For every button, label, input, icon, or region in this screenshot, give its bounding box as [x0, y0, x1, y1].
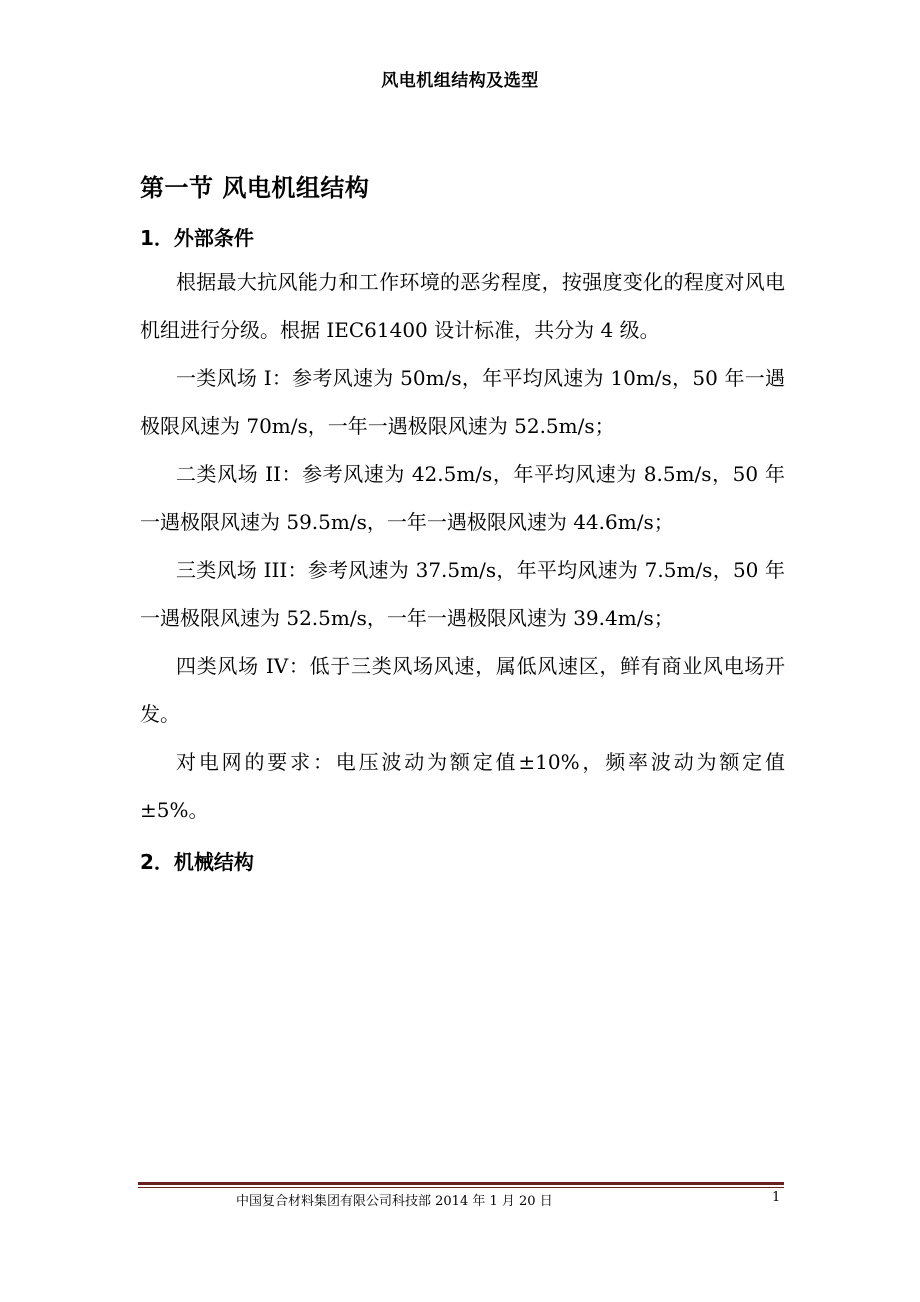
- paragraph-class-i: 一类风场 I：参考风速为 50m/s，年平均风速为 10m/s，50 年一遇极限风速为 70m/s，一年一遇极限风速为 52.5m/s；: [140, 366, 785, 438]
- paragraph-grid-requirements: 对电网的要求：电压波动为额定值±10%，频率波动为额定值±5%。: [140, 750, 785, 822]
- section-title-external-conditions: 1．外部条件: [140, 226, 254, 250]
- paragraph-class-ii: 二类风场 II：参考风速为 42.5m/s，年平均风速为 8.5m/s，50 年一遇极限风速为 59.5m/s，一年一遇极限风速为 44.6m/s；: [140, 462, 785, 534]
- footer-rule-thin: [138, 1187, 784, 1188]
- paragraph-class-iv: 四类风场 IV：低于三类风场风速，属低风速区，鲜有商业风电场开发。: [140, 654, 785, 726]
- chapter-title: 第一节 风电机组结构: [140, 174, 370, 202]
- section-title-mechanical-structure: 2．机械结构: [140, 850, 254, 874]
- paragraph-class-iii: 三类风场 III：参考风速为 37.5m/s，年平均风速为 7.5m/s，50 年一遇极限风速为 52.5m/s，一年一遇极限风速为 39.4m/s；: [140, 558, 785, 630]
- page-number: 1: [772, 1190, 781, 1205]
- footer-rule-thick: [138, 1182, 784, 1185]
- header-title: 风电机组结构及选型: [381, 71, 539, 91]
- paragraph-classification-intro: 根据最大抗风能力和工作环境的恶劣程度，按强度变化的程度对风电机组进行分级。根据 IEC61400 设计标准，共分为 4 级。: [140, 270, 785, 342]
- footer-text: 中国复合材料集团有限公司科技部 2014 年 1 月 20 日: [236, 1194, 553, 1209]
